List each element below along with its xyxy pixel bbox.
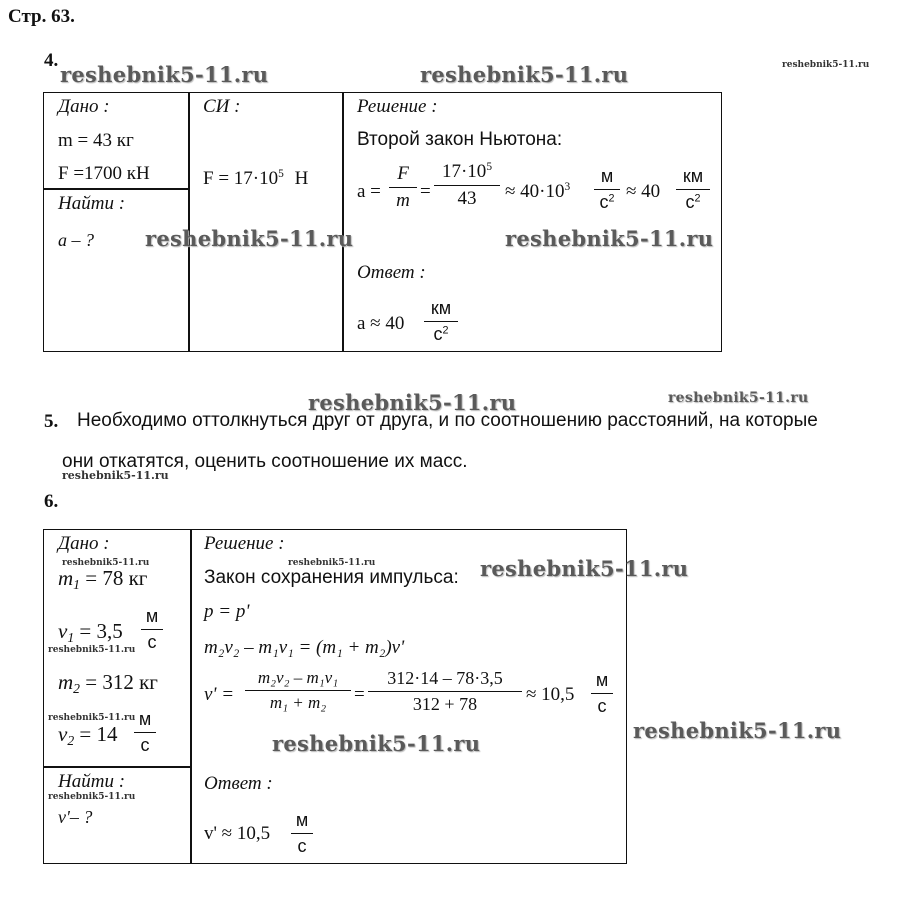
watermark-text: reshebnik5-11.ru <box>272 731 481 756</box>
task6-m2-val: = 312 кг <box>85 670 158 694</box>
task6-m2-sub: 2 <box>73 681 80 697</box>
task4-unit-km: км <box>682 166 704 186</box>
task6-v2-unit-s: с <box>140 735 150 756</box>
task4-unit-m: м <box>600 166 614 186</box>
task4-approx1-main: ≈ 40·10 <box>505 181 565 202</box>
task4-approx2: ≈ 40 <box>626 181 661 202</box>
task4-unit-km-s2 <box>676 166 710 213</box>
fraction-bar <box>434 185 500 186</box>
task6-eq3-num2: 312·14 – 78·3,5 <box>387 668 503 688</box>
task6-law: Закон сохранения импульса: <box>204 567 459 588</box>
task4-frac-num-exp: 5 <box>486 161 493 174</box>
task6-given-m1 <box>58 566 147 591</box>
task4-eq-a: a = <box>357 181 381 202</box>
task6-eq2: m₂v₂ – m₁v₁ = (m₁ + m₂)v' <box>204 637 405 658</box>
task6-answer-unit-m: м <box>295 810 309 830</box>
task6-v1-unit-m: м <box>145 606 159 626</box>
task6-divider-find <box>43 766 191 768</box>
task6-number: 6. <box>44 491 59 512</box>
watermark-text: reshebnik5-11.ru <box>633 718 842 743</box>
task4-frac-num <box>442 161 492 182</box>
task6-answer-unit-s: с <box>297 836 307 857</box>
task6-m1-sym: m <box>58 566 74 590</box>
task6-find-v: v'– ? <box>58 807 93 827</box>
task4-approx1-exp: 3 <box>564 181 571 194</box>
task6-eq3-num: m₂v₂ – m₁v₁ <box>257 668 339 687</box>
watermark-text: reshebnik5-11.ru <box>62 469 169 482</box>
task6-m1-val: = 78 кг <box>85 566 148 590</box>
task4-answer-unit-num: км <box>430 298 452 318</box>
task4-unit-m-s2 <box>594 166 620 213</box>
task6-v1-sym: v <box>58 619 68 643</box>
fraction-bar <box>676 189 710 190</box>
task6-v1-sub: 1 <box>67 630 75 646</box>
task4-given-F: F =1700 кН <box>58 163 150 184</box>
watermark-text: reshebnik5-11.ru <box>62 558 150 568</box>
task6-given-m2 <box>58 670 158 695</box>
task4-answer-unit <box>424 298 458 345</box>
task4-unit-s2 <box>599 192 614 212</box>
task4-eq-equals: = <box>420 181 431 202</box>
task4-frac-m: m <box>396 190 410 212</box>
task6-eq1: p = p' <box>204 601 250 622</box>
task6-v1-unit <box>141 606 163 653</box>
task6-v2-unit-m: м <box>138 709 152 729</box>
task4-answer-header: Ответ : <box>357 262 426 283</box>
task5-line1: Необходимо оттолкнуться друг от друга, и по соотношению расстояний, на которые <box>77 410 818 431</box>
task6-eq3-equals: = <box>354 684 365 705</box>
task4-si-F-unit: Н <box>294 168 309 189</box>
task4-approx1 <box>505 181 570 203</box>
task6-eq3-result: ≈ 10,5 <box>526 684 575 705</box>
task4-frac-numeric <box>434 161 500 210</box>
watermark-text: reshebnik5-11.ru <box>308 390 517 415</box>
task4-law: Второй закон Ньютона: <box>357 129 563 150</box>
page-title: Стр. 63. <box>8 6 75 27</box>
task6-m1-sub: 1 <box>73 577 80 593</box>
fraction-bar <box>291 833 313 834</box>
task4-unit-s2b-exp: 2 <box>694 192 701 205</box>
fraction-bar <box>245 690 351 691</box>
watermark-text: reshebnik5-11.ru <box>420 62 629 87</box>
task4-frac-num-main: 17·10 <box>441 161 487 182</box>
fraction-bar <box>134 732 156 733</box>
fraction-bar <box>389 187 417 188</box>
task4-divider-si <box>342 92 344 352</box>
task6-v2-val: = 14 <box>79 722 118 746</box>
task4-unit-s2b <box>685 192 700 212</box>
task6-v1-val: = 3,5 <box>79 619 123 643</box>
task4-si-F-exp: 5 <box>278 168 284 181</box>
fraction-bar <box>141 629 163 630</box>
task6-v2-sym: v <box>58 722 68 746</box>
task4-given-header: Дано : <box>58 96 110 117</box>
task6-given-v1 <box>58 619 123 644</box>
task6-m2-sym: m <box>58 670 74 694</box>
task6-answer-main: v' ≈ 10,5 <box>204 823 271 844</box>
task6-eq3-frac2 <box>368 668 522 715</box>
watermark-text: reshebnik5-11.ru <box>60 62 269 87</box>
task5-line2: они откатятся, оценить соотношение их масс. <box>62 451 468 472</box>
task4-answer-unit-den-exp: 2 <box>442 324 449 337</box>
task4-si-header: СИ : <box>203 96 241 117</box>
task4-divider-find <box>43 188 189 190</box>
task6-answer-unit <box>291 810 313 857</box>
watermark-text: reshebnik5-11.ru <box>288 558 376 568</box>
watermark-text: reshebnik5-11.ru <box>668 390 809 406</box>
task5-number: 5. <box>44 411 59 432</box>
watermark-text: reshebnik5-11.ru <box>505 226 714 251</box>
task4-unit-s2-main: с <box>599 192 609 213</box>
task4-find-a: a – ? <box>58 230 94 250</box>
task6-v2-unit <box>134 709 156 756</box>
task4-solution-header: Решение : <box>357 96 438 117</box>
fraction-bar <box>591 693 613 694</box>
fraction-bar <box>424 321 458 322</box>
task4-answer-unit-den-main: с <box>433 324 443 345</box>
task4-unit-s2-exp: 2 <box>608 192 615 205</box>
task4-answer-unit-den <box>433 324 448 344</box>
watermark-text: reshebnik5-11.ru <box>48 792 136 802</box>
task6-given-v2 <box>58 722 118 747</box>
task6-find-header: Найти : <box>58 771 126 792</box>
watermark-text: reshebnik5-11.ru <box>480 556 689 581</box>
watermark-text: reshebnik5-11.ru <box>145 226 354 251</box>
task6-eq3-unit-s: с <box>597 696 607 717</box>
task6-v2-sub: 2 <box>67 733 75 749</box>
task6-eq3-lhs: v' = <box>204 684 235 705</box>
task4-number: 4. <box>44 50 59 71</box>
fraction-bar <box>368 691 522 692</box>
task4-si-F <box>203 168 308 190</box>
task6-given-header: Дано : <box>58 533 110 554</box>
task6-eq3-den2: 312 + 78 <box>412 694 478 715</box>
task6-eq3-unit <box>591 670 613 717</box>
task4-given-m: m = 43 кг <box>58 130 134 151</box>
task4-frac-den: 43 <box>457 188 477 210</box>
task6-answer-header: Ответ : <box>204 773 273 794</box>
task4-frac-F: F <box>397 163 409 184</box>
watermark-text: reshebnik5-11.ru <box>48 713 136 723</box>
task6-divider <box>190 529 192 864</box>
task4-unit-s2b-main: с <box>685 192 695 213</box>
task6-v1-unit-s: с <box>147 632 157 653</box>
task4-divider-given <box>188 92 190 352</box>
task4-frac-F-m <box>389 163 417 212</box>
task4-si-F-main: F = 17·10 <box>203 168 279 189</box>
watermark-text: reshebnik5-11.ru <box>782 60 870 70</box>
watermark-text: reshebnik5-11.ru <box>48 645 136 655</box>
task6-solution-header: Решение : <box>204 533 285 554</box>
task4-find-header: Найти : <box>58 193 126 214</box>
task6-eq3-frac <box>245 668 351 713</box>
task4-answer-main: a ≈ 40 <box>357 313 405 334</box>
task6-eq3-unit-m: м <box>595 670 609 690</box>
fraction-bar <box>594 189 620 190</box>
task6-eq3-den: m₁ + m₂ <box>269 693 327 713</box>
